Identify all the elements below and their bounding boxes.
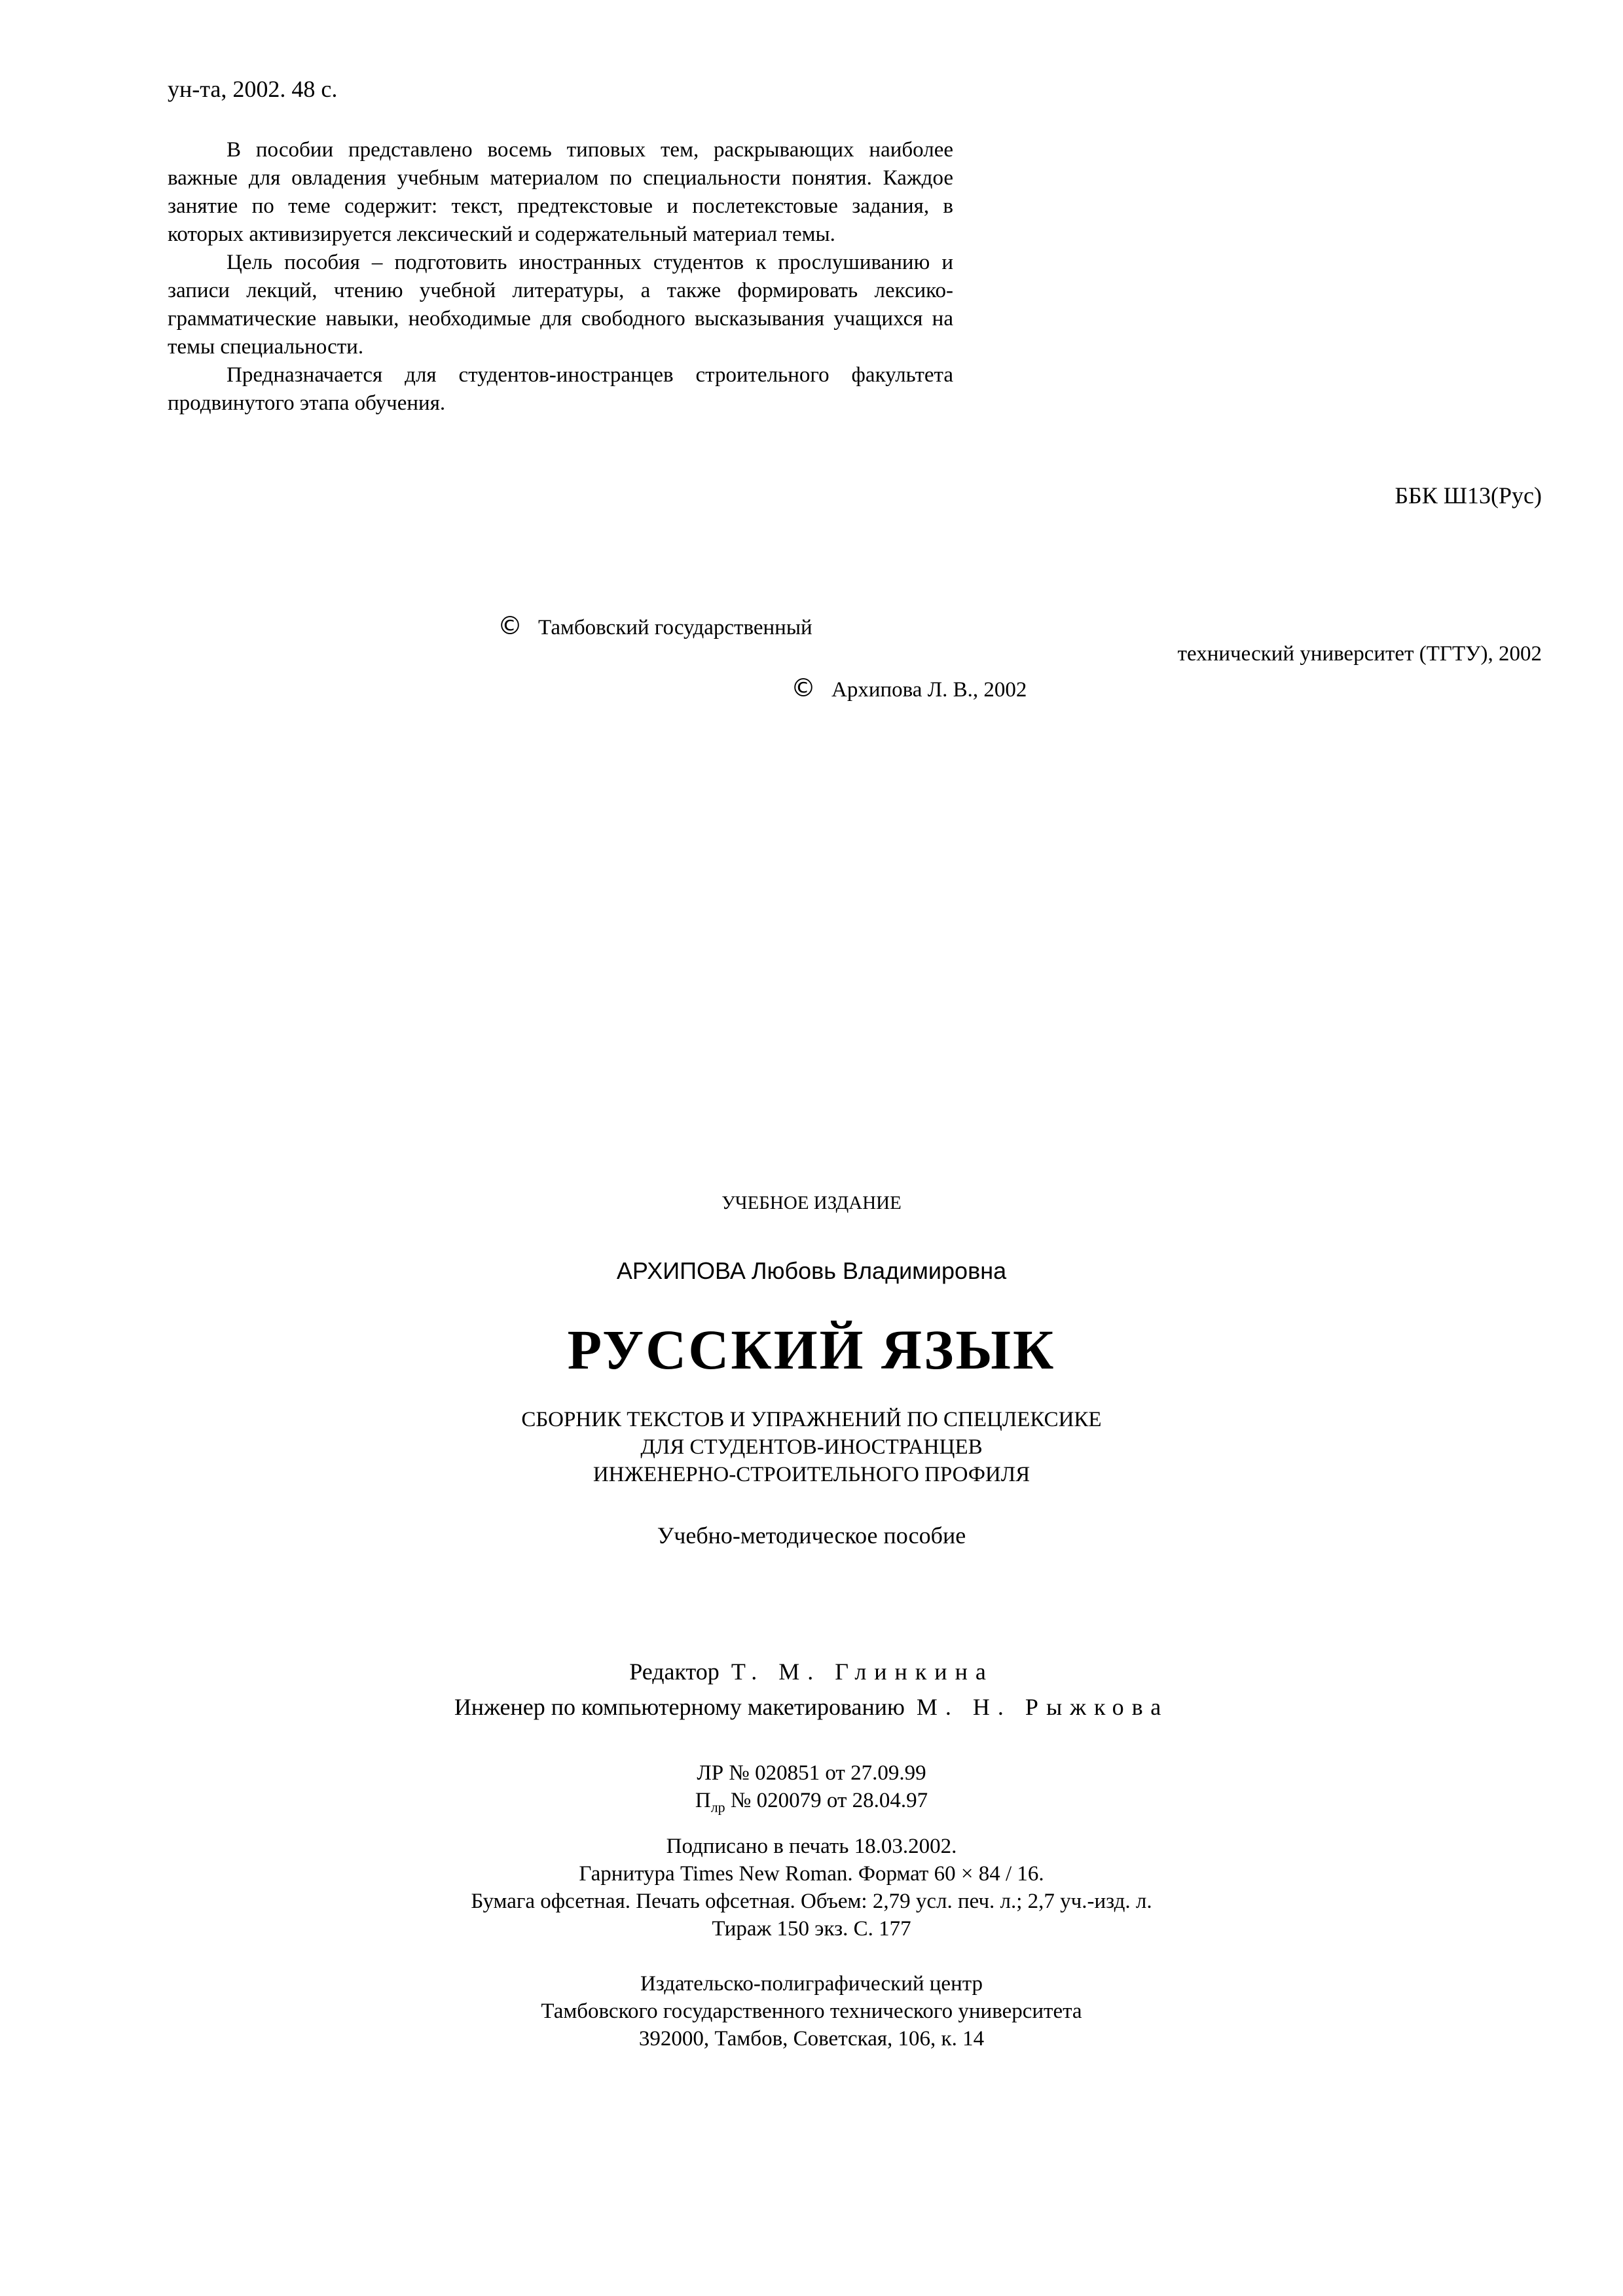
editor-line (0, 1657, 1623, 1686)
license-plr-subscript: лр (710, 1799, 725, 1816)
layout-engineer-name: М. Н. Рыжкова (916, 1694, 1169, 1720)
imprint-line: Гарнитура Times New Roman. Формат 60 × 84 / 16. (579, 1862, 1044, 1886)
publisher-line: Тамбовского государственного технического университета (541, 2000, 1082, 2023)
annotation (168, 136, 953, 418)
edition-type: УЧЕБНОЕ ИЗДАНИЕ (721, 1193, 902, 1213)
copyright-author-text: Архипова Л. В., 2002 (831, 678, 1027, 702)
publisher-line: Издательско-полиграфический центр (640, 1972, 983, 1996)
annotation-paragraph: В пособии представлено восемь типовых тем, раскрывающих наиболее важные для овладения учебным материалом по специальности понятия. Каждое занятие по теме содержит: текст, предтекстовые и послетекстовые задания, в которых активизируется лексический и содержательный материал темы. (168, 138, 953, 246)
copyright-author (791, 674, 1027, 704)
author-surname: АРХИПОВА (616, 1257, 746, 1284)
annotation-paragraph: Предназначается для студентов-иностранцев строительного факультета продвинутого этапа обучения. (168, 363, 953, 415)
publication-genre: Учебно-методическое пособие (657, 1522, 966, 1549)
imprint (0, 1833, 1623, 1943)
copyright-org-line2: технический университет (ТГТУ), 2002 (1177, 642, 1542, 666)
bibliographic-tail: ун-та, 2002. 48 с. (168, 76, 338, 102)
copyright-org-line1: Тамбовский государственный (538, 616, 812, 639)
book-title: РУССКИЙ ЯЗЫК (567, 1318, 1056, 1381)
editor-name: Т. М. Глинкина (731, 1659, 994, 1685)
annotation-paragraph: Цель пособия – подготовить иностранных студентов к прослушиванию и записи лекций, чтению учебной литературы, а также формировать лексико-грамматические навыки, необходимые для свободного высказывания учащихся на темы специальности. (168, 251, 953, 359)
copyright-icon: © (498, 611, 522, 640)
publisher (0, 1970, 1623, 2053)
subtitle-line: ДЛЯ СТУДЕНТОВ-ИНОСТРАНЦЕВ (640, 1435, 983, 1459)
license-lr: ЛР № 020851 от 27.09.99 (697, 1761, 926, 1785)
copyright-org (498, 612, 812, 641)
publisher-line: 392000, Тамбов, Советская, 106, к. 14 (638, 2027, 985, 2051)
copyright-icon: © (791, 673, 816, 702)
license-plr (0, 1787, 1623, 1821)
author-given-name: Любовь Владимировна (751, 1257, 1007, 1284)
subtitle-line: СБОРНИК ТЕКСТОВ И УПРАЖНЕНИЙ ПО СПЕЦЛЕКСИКЕ (521, 1408, 1102, 1431)
license-plr-text: № 020079 от 28.04.97 (725, 1789, 928, 1812)
layout-engineer-label: Инженер по компьютерному макетированию (454, 1694, 905, 1720)
imprint-line: Бумага офсетная. Печать офсетная. Объем: 2,79 усл. печ. л.; 2,7 уч.-изд. л. (471, 1890, 1152, 1913)
layout-engineer-line (0, 1693, 1623, 1721)
editor-label: Редактор (629, 1659, 720, 1685)
imprint-line: Тираж 150 экз. С. 177 (712, 1917, 911, 1941)
subtitle-line: ИНЖЕНЕРНО-СТРОИТЕЛЬНОГО ПРОФИЛЯ (593, 1463, 1030, 1486)
bbk-code: ББК Ш13(Рус) (1395, 482, 1542, 509)
author-full-name (0, 1257, 1623, 1285)
license-plr-letter: П (695, 1789, 711, 1812)
imprint-line: Подписано в печать 18.03.2002. (666, 1835, 957, 1858)
book-subtitle (0, 1406, 1623, 1488)
